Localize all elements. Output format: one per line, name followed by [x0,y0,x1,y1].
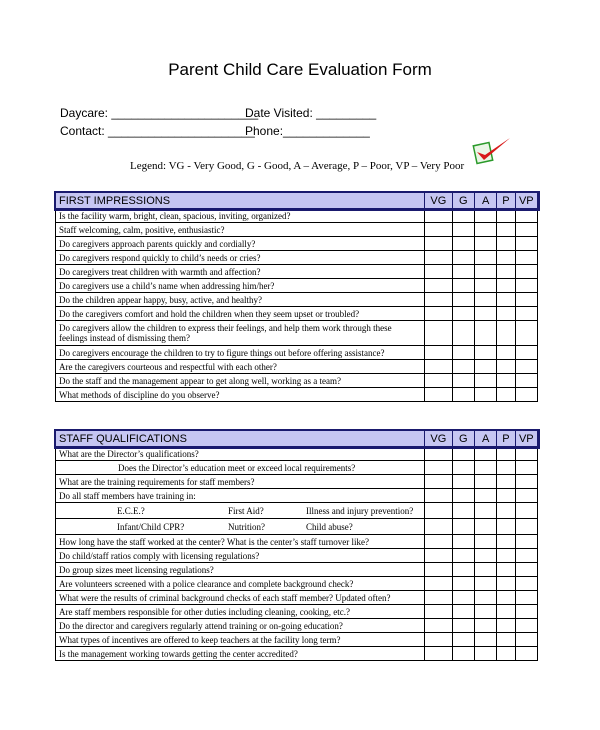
question-row [56,293,538,307]
rating-cell-a[interactable] [474,447,496,461]
question-row [56,475,538,489]
question-text [56,503,425,519]
rating-cell-p[interactable] [497,605,515,619]
training-item: Infant/Child CPR? [117,521,185,532]
rating-cell-p[interactable] [497,633,515,647]
rating-cell-vp[interactable] [515,489,537,503]
rating-cell-vg[interactable] [425,519,452,535]
rating-cell-a[interactable] [474,265,496,279]
rating-cell-vg[interactable] [425,503,452,519]
rating-cell-p[interactable] [497,447,515,461]
training-item: Child abuse? [306,521,353,532]
rating-cell-vp[interactable] [515,346,537,360]
rating-cell-a[interactable] [474,619,496,633]
rating-header-vg: VG [425,193,452,209]
rating-cell-a[interactable] [474,251,496,265]
rating-cell-vp[interactable] [515,447,537,461]
rating-header-p: P [497,431,515,447]
question-text: What types of incentives are offered to keep teachers at the facility long term? [56,633,425,647]
rating-header-a: A [474,193,496,209]
rating-cell-vp[interactable] [515,293,537,307]
rating-cell-vg[interactable] [425,647,452,661]
rating-cell-vp[interactable] [515,535,537,549]
rating-cell-vg[interactable] [425,279,452,293]
question-text: Does the Director’s education meet or exceed local requirements? [56,461,425,475]
rating-cell-a[interactable] [474,374,496,388]
question-text: Do caregivers treat children with warmth and affection? [56,265,425,279]
question-text: What are the training requirements for staff members? [56,475,425,489]
rating-cell-g[interactable] [452,605,474,619]
section-title: FIRST IMPRESSIONS [56,193,425,209]
question-row [56,360,538,374]
daycare-field: Daycare: ______________________ [60,106,259,120]
rating-cell-vp[interactable] [515,251,537,265]
rating-cell-a[interactable] [474,647,496,661]
question-row [56,591,538,605]
rating-cell-g[interactable] [452,489,474,503]
rating-cell-a[interactable] [474,503,496,519]
first-impressions-table [55,192,538,402]
staff-qualifications-table [55,430,538,661]
rating-cell-g[interactable] [452,360,474,374]
rating-cell-p[interactable] [497,475,515,489]
rating-cell-vp[interactable] [515,475,537,489]
rating-cell-g[interactable] [452,535,474,549]
rating-cell-g[interactable] [452,223,474,237]
training-item: E.C.E.? [117,505,145,516]
rating-cell-a[interactable] [474,237,496,251]
form-title: Parent Child Care Evaluation Form [168,60,432,79]
question-row [56,223,538,237]
rating-header-vp: VP [515,193,537,209]
question-text: Are the caregivers courteous and respectful with each other? [56,360,425,374]
rating-cell-g[interactable] [452,265,474,279]
rating-header-vp: VP [515,431,537,447]
rating-cell-vp[interactable] [515,549,537,563]
rating-cell-p[interactable] [497,647,515,661]
rating-cell-p[interactable] [497,223,515,237]
rating-cell-g[interactable] [452,279,474,293]
question-text: Do child/staff ratios comply with licensing regulations? [56,549,425,563]
rating-cell-vg[interactable] [425,307,452,321]
question-text: Do group sizes meet licensing regulations? [56,563,425,577]
rating-cell-a[interactable] [474,293,496,307]
rating-cell-a[interactable] [474,475,496,489]
rating-cell-a[interactable] [474,605,496,619]
rating-cell-p[interactable] [497,251,515,265]
rating-cell-g[interactable] [452,619,474,633]
rating-cell-vg[interactable] [425,223,452,237]
question-text: What were the results of criminal background checks of each staff member? Updated often? [56,591,425,605]
rating-cell-a[interactable] [474,549,496,563]
rating-cell-p[interactable] [497,489,515,503]
question-text: Do caregivers encourage the children to try to figure things out before offering assistance? [56,346,425,360]
rating-cell-g[interactable] [452,374,474,388]
rating-cell-g[interactable] [452,591,474,605]
rating-cell-vg[interactable] [425,591,452,605]
question-row [56,605,538,619]
rating-cell-vp[interactable] [515,563,537,577]
question-text: Do the children appear happy, busy, active, and healthy? [56,293,425,307]
question-text: What are the Director’s qualifications? [56,447,425,461]
question-row [56,549,538,563]
question-text: Do caregivers allow the children to express their feelings, and help them work through these feelings instead of dismissing them? [56,321,425,346]
rating-cell-p[interactable] [497,307,515,321]
rating-cell-vg[interactable] [425,447,452,461]
question-row [56,461,538,475]
rating-header-g: G [452,193,474,209]
rating-cell-p[interactable] [497,321,515,346]
question-row [56,563,538,577]
rating-cell-a[interactable] [474,223,496,237]
rating-cell-vg[interactable] [425,209,452,223]
rating-cell-a[interactable] [474,489,496,503]
question-row [56,647,538,661]
date-visited-field: Date Visited: _________ [245,106,377,120]
rating-cell-p[interactable] [497,591,515,605]
rating-cell-vp[interactable] [515,591,537,605]
question-row [56,374,538,388]
rating-cell-vg[interactable] [425,605,452,619]
rating-cell-vp[interactable] [515,374,537,388]
rating-cell-vg[interactable] [425,321,452,346]
rating-cell-a[interactable] [474,519,496,535]
rating-cell-g[interactable] [452,503,474,519]
question-text: Is the facility warm, bright, clean, spacious, inviting, organized? [56,209,425,223]
rating-cell-vg[interactable] [425,461,452,475]
rating-cell-a[interactable] [474,563,496,577]
question-row [56,535,538,549]
rating-cell-vp[interactable] [515,321,537,346]
rating-cell-vg[interactable] [425,563,452,577]
rating-cell-a[interactable] [474,279,496,293]
question-text: What methods of discipline do you observe? [56,388,425,402]
rating-cell-g[interactable] [452,209,474,223]
rating-cell-p[interactable] [497,619,515,633]
rating-cell-p[interactable] [497,237,515,251]
rating-cell-vp[interactable] [515,360,537,374]
question-row [56,619,538,633]
rating-cell-g[interactable] [452,388,474,402]
question-row [56,321,538,346]
rating-cell-p[interactable] [497,577,515,591]
section-header [56,431,538,447]
question-row [56,307,538,321]
rating-cell-g[interactable] [452,549,474,563]
rating-cell-g[interactable] [452,577,474,591]
question-row [56,447,538,461]
rating-cell-vg[interactable] [425,388,452,402]
rating-header-a: A [474,431,496,447]
question-text: Are staff members responsible for other duties including cleaning, cooking, etc.? [56,605,425,619]
phone-field: Phone:_____________ [245,124,370,138]
rating-cell-g[interactable] [452,633,474,647]
rating-cell-a[interactable] [474,321,496,346]
question-row [56,346,538,360]
rating-cell-vp[interactable] [515,503,537,519]
rating-cell-a[interactable] [474,307,496,321]
question-row [56,237,538,251]
rating-cell-p[interactable] [497,461,515,475]
question-text [56,519,425,535]
rating-cell-vg[interactable] [425,549,452,563]
rating-cell-g[interactable] [452,447,474,461]
rating-cell-a[interactable] [474,388,496,402]
rating-cell-vp[interactable] [515,461,537,475]
rating-cell-vp[interactable] [515,237,537,251]
section-title: STAFF QUALIFICATIONS [56,431,425,447]
question-text: Is the management working towards getting the center accredited? [56,647,425,661]
rating-header-g: G [452,431,474,447]
rating-cell-g[interactable] [452,346,474,360]
rating-cell-vp[interactable] [515,519,537,535]
rating-cell-p[interactable] [497,293,515,307]
rating-cell-vp[interactable] [515,633,537,647]
question-text: Do the staff and the management appear to get along well, working as a team? [56,374,425,388]
rating-cell-a[interactable] [474,591,496,605]
question-row [56,503,538,519]
rating-cell-vp[interactable] [515,619,537,633]
rating-cell-vp[interactable] [515,388,537,402]
rating-cell-a[interactable] [474,346,496,360]
rating-cell-p[interactable] [497,360,515,374]
rating-cell-p[interactable] [497,374,515,388]
rating-cell-g[interactable] [452,461,474,475]
rating-cell-vg[interactable] [425,346,452,360]
question-row [56,577,538,591]
rating-cell-vg[interactable] [425,489,452,503]
contact-field: Contact: ______________________ [60,124,255,138]
question-text: Do the director and caregivers regularly attend training or on-going education? [56,619,425,633]
rating-cell-vp[interactable] [515,577,537,591]
rating-cell-a[interactable] [474,535,496,549]
rating-cell-p[interactable] [497,279,515,293]
checkmark-icon [472,136,512,168]
rating-cell-vg[interactable] [425,237,452,251]
rating-cell-p[interactable] [497,346,515,360]
rating-cell-p[interactable] [497,265,515,279]
rating-cell-p[interactable] [497,519,515,535]
rating-cell-a[interactable] [474,461,496,475]
question-row [56,279,538,293]
rating-cell-p[interactable] [497,563,515,577]
rating-cell-vg[interactable] [425,293,452,307]
question-row [56,265,538,279]
rating-cell-vp[interactable] [515,223,537,237]
question-text: Are volunteers screened with a police clearance and complete background check? [56,577,425,591]
rating-cell-vg[interactable] [425,577,452,591]
section-header [56,193,538,209]
rating-header-p: P [497,193,515,209]
rating-cell-p[interactable] [497,535,515,549]
rating-cell-vg[interactable] [425,251,452,265]
rating-cell-vg[interactable] [425,633,452,647]
question-text: Do all staff members have training in: [56,489,425,503]
rating-cell-vp[interactable] [515,307,537,321]
rating-cell-g[interactable] [452,293,474,307]
question-text: Do caregivers respond quickly to child’s needs or cries? [56,251,425,265]
training-item: First Aid? [228,505,264,516]
rating-legend: Legend: VG - Very Good, G - Good, A – Average, P – Poor, VP – Very Poor [130,160,465,172]
rating-cell-g[interactable] [452,237,474,251]
rating-cell-vg[interactable] [425,535,452,549]
training-item: Illness and injury prevention? [306,505,414,516]
rating-cell-vg[interactable] [425,619,452,633]
rating-cell-vg[interactable] [425,475,452,489]
question-text: Do caregivers use a child’s name when addressing him/her? [56,279,425,293]
question-row [56,251,538,265]
rating-cell-vp[interactable] [515,209,537,223]
rating-cell-g[interactable] [452,321,474,346]
rating-cell-vp[interactable] [515,279,537,293]
rating-cell-a[interactable] [474,577,496,591]
rating-cell-vg[interactable] [425,265,452,279]
question-row [56,519,538,535]
rating-cell-p[interactable] [497,388,515,402]
rating-cell-vg[interactable] [425,360,452,374]
rating-cell-vg[interactable] [425,374,452,388]
rating-cell-a[interactable] [474,633,496,647]
rating-cell-a[interactable] [474,209,496,223]
rating-cell-vp[interactable] [515,605,537,619]
rating-cell-g[interactable] [452,475,474,489]
training-item: Nutrition? [228,521,265,532]
rating-cell-g[interactable] [452,519,474,535]
question-row [56,209,538,223]
rating-cell-g[interactable] [452,563,474,577]
question-row [56,388,538,402]
rating-header-vg: VG [425,431,452,447]
rating-cell-g[interactable] [452,307,474,321]
rating-cell-a[interactable] [474,360,496,374]
rating-cell-g[interactable] [452,647,474,661]
question-text: How long have the staff worked at the center? What is the center’s staff turnover like? [56,535,425,549]
question-text: Do the caregivers comfort and hold the children when they seem upset or troubled? [56,307,425,321]
rating-cell-vp[interactable] [515,647,537,661]
question-row [56,489,538,503]
rating-cell-g[interactable] [452,251,474,265]
rating-cell-p[interactable] [497,209,515,223]
question-text: Do caregivers approach parents quickly and cordially? [56,237,425,251]
rating-cell-vp[interactable] [515,265,537,279]
rating-cell-p[interactable] [497,503,515,519]
question-text: Staff welcoming, calm, positive, enthusiastic? [56,223,425,237]
question-row [56,633,538,647]
rating-cell-p[interactable] [497,549,515,563]
